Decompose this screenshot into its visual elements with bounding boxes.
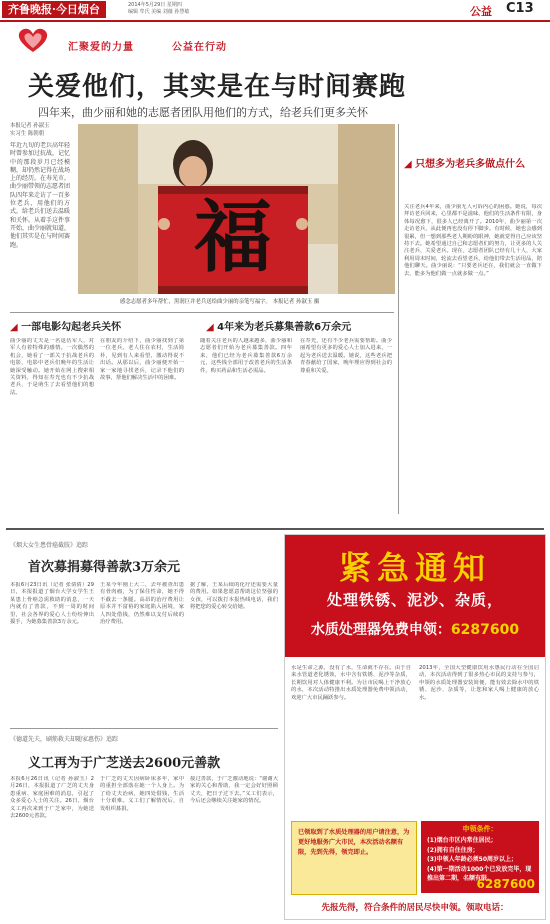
ad-line1: 处理铁锈、泥沙、杂质， <box>326 591 503 609</box>
ad-notice-box <box>291 821 417 895</box>
story-divider <box>6 528 544 530</box>
article3-kicker: 《德道先夫，刷筋救夫却随家惠伤》追踪 <box>10 736 119 743</box>
main-subhead: 四年来，曲少丽和她的志愿者团队用他们的方式，给老兵们更多关怀 <box>38 106 368 119</box>
ad-apply-item: (2)拥有自住住房； <box>427 846 479 854</box>
section-name: 公益 <box>470 5 492 18</box>
section2-headline-text: 4年来为老兵募集善款6万余元 <box>217 322 352 333</box>
article3-col-a: 本报6月26日讯（记者 孙淑玉）2月26日，本报报道了广芝的丈夫身患重病、家庭困难的消息，引起了众多爱心人士的关注。26日，烟台义工再次来到于广芝家中，为她送去2600元善款。 <box>10 776 94 820</box>
ad-apply-phone: 6287600 <box>476 877 535 891</box>
editor-text: 编辑 牟氏 美编 刘薇 孙慧敏 <box>128 9 190 15</box>
main-headline: 关爱他们，其实是在与时间赛跑 <box>28 72 407 102</box>
ad-title: 紧急通知 <box>338 549 491 587</box>
section1-headline: ◢ 一部电影勾起老兵关怀 <box>10 322 122 333</box>
section-rule <box>10 312 394 313</box>
ad-line2 <box>285 619 545 639</box>
article2-headline: 首次募捐募得善款3万余元 <box>28 560 181 575</box>
section1-col-a: 曲少丽的丈夫是一名退伍军人，对军人有着特殊的感情。一次偶然的机会，她看了一部关于抗战老兵的电影，电影中老兵们晚年的生活让她深受触动。她开始在网上搜索相关资料，得知在寿光也有不少抗战老兵，于是萌生了去看望他们的想法。 <box>10 338 94 396</box>
photo-caption: 感念志愿者多年帮忙，黑润巨并老兵送给曲少丽的亲笔写福字。 本报记者 孙淑玉 摄 <box>120 299 320 305</box>
article2-col-a: 本报6月23日讯（记者 张倩倩）29日，本报报道了烟台大学女学生王某患上骨癌急需救助的消息，一天内就有了善款，不到一周的时间里，社会各界的爱心人士纷纷伸出援手，为她募集善款3万余元。 <box>10 582 94 626</box>
section2-headline: ◢ 4年来为老兵募集善款6万余元 <box>206 322 352 333</box>
campaign-banner <box>0 22 550 58</box>
ad-footer: 先报先得，符合条件的居民尽快申领。领取电话： <box>285 897 545 919</box>
story-divider-2 <box>10 728 278 729</box>
article3-col-b: 于广芝的丈夫因病卧床多年，家中的重担全部落在她一个人身上。为了给丈夫治病，她四处借钱，生活十分艰难。义工们了解情况后，自发组织募捐。 <box>100 776 184 812</box>
ad-body-right: 2013年，全国大型健康饮用水惠民行动在全国启动，本次活动得到了很多热心市民的支持与参与，申领的水质处理器安装简便，能有效去除水中的铁锈、泥沙、杂质等，让您和家人喝上健康的放心水。 <box>419 665 539 701</box>
dateline <box>128 2 189 16</box>
section1-col-b: 在朋友的介绍下，曲少丽找到了第一位老兵。老人住在农村，生活简朴，见到有人来看望，激动得说不出话。从那以后，曲少丽便开始一家一家地寻找老兵，记录下他们的故事，帮他们解决生活中的困难。 <box>100 338 184 382</box>
ad-phone: 6287600 <box>450 622 520 638</box>
ad-body-left: 水是生命之源，没有了水，生命就不存在。由于自来水管道老化锈蚀，水中含有铁锈、泥沙等杂质，长期饮用对人体健康不利。为让市民喝上干净放心的水，本次活动特推出水质处理器免费申领活动，欢迎广大市民踊跃参与。 <box>291 665 411 701</box>
section2-col-b: 在寿光，还有不少老兵需要帮助。曲少丽希望有更多的爱心人士加入进来，一起为老兵送去温暖。她说，这些老兵把青春献给了国家，晚年理应得到社会的尊重和关爱。 <box>300 338 392 374</box>
newspaper-logo: 齐鲁晚报·今日烟台 <box>2 1 106 18</box>
ad-apply-box <box>421 821 539 893</box>
column-rule <box>398 124 399 514</box>
sidebar-headline-text: 只想多为老兵多做点什么 <box>415 159 526 170</box>
article3-headline: 义工再为于广芝送去2600元善款 <box>28 756 221 771</box>
heart-hands-icon <box>14 26 52 54</box>
article2-col-c: 据了解，王某后续的化疗还需要大量的费用。如果您愿意帮助这位坚强的女孩，可以拨打本报热线电话，我们将把您的爱心转交给她。 <box>190 582 278 611</box>
masthead <box>0 0 550 22</box>
slogan-left: 汇聚爱的力量 <box>68 42 134 53</box>
section1-headline-text: 一部电影勾起老兵关怀 <box>21 322 122 333</box>
sidebar-body: 关注老兵4年来，曲少丽无人可诉内心的困惑。她说，每次拜访老兵回来，心里都不是滋味，他们的生活条件有限，身体每况愈下，很多人已经离开了。2010年，曲少丽第一次走访老兵，从此便再也没有停下脚步。有时候，她也会感到很累，但一想到那些老人期盼的眼神，她就觉得自己应该坚持下去。她希望通过自己和志愿者们的努力，让更多的人关注老兵、关爱老兵。现在，志愿者团队已经有几十人，大家利用周末时间，轮流去看望老兵，给他们带去生活用品，陪他们聊天。曲少丽说：“只要老兵还在，我们就会一直做下去，能多为他们做一点就多做一点。” <box>404 204 542 277</box>
article2-col-b: 王某今年刚上大二，去年被查出患有骨肉瘤，为了保住性命，她不得不截去一条腿。高昂的治疗费用让原本并不富裕的家庭陷入困境，家人四处借钱，仍然难以支付后续的治疗费用。 <box>100 582 184 626</box>
ad-notice: 已领取到了水质处理器的用户请注意，为更好地服务广大市民，本次活动名额有限，先到先得，领完即止。 <box>298 829 410 856</box>
date-text: 2014年5月29日 星期四 <box>128 2 182 8</box>
sidebar-headline: ◢ 只想多为老兵多做点什么 <box>404 159 526 170</box>
page-number: C13 <box>506 1 534 16</box>
ad-apply-heading: 申领条件： <box>462 825 498 833</box>
water-purifier-ad <box>284 534 546 920</box>
article2-kicker: 《烟大女生患骨癌截肢》追踪 <box>10 542 89 549</box>
ad-header <box>285 535 545 657</box>
section2-col-a: 随着关注老兵的人越来越多，曲少丽和志愿者们开始为老兵募集善款。四年来，他们已经为老兵募集善款6万余元，这些钱全部用于改善老兵的生活条件，购买药品和生活必需品。 <box>200 338 292 374</box>
ad-apply-item: (1)烟台市区内常住居民； <box>427 837 497 844</box>
plaque-character: 福 <box>193 192 273 283</box>
ad-line2-label: 水质处理器免费申领： <box>310 622 451 638</box>
ad-apply-item: (4)第一期活动1000个已发放完毕，现推出第二期，名额有限。 <box>427 865 532 882</box>
article3-col-c: 接过善款，于广芝激动地说：“谢谢大家的关心和帮助，我一定会好好照顾丈夫，把日子过下去。”义工们表示，今后还会继续关注她家的情况。 <box>190 776 278 805</box>
slogan-right: 公益在行动 <box>172 42 227 53</box>
news-photo <box>78 124 395 294</box>
ad-apply-item: (3)申领人年龄必须50周岁以上； <box>427 856 518 863</box>
byline: 本报记者 孙淑玉 实习生 陈朝朝 <box>10 123 50 137</box>
lead-paragraph: 年近九旬的老兵高年轻时曾参加过抗战，记忆中的那段岁月已经模糊，却仍然记得在战场上的经历。在寿光市，曲少丽带领的志愿者团队四年来走访了一百多位老兵，用他们的方式，给老兵们送去温暖和关怀。从着手这件事开始，曲少丽就知道，他们其实是在与时间赛跑。 <box>10 142 70 249</box>
